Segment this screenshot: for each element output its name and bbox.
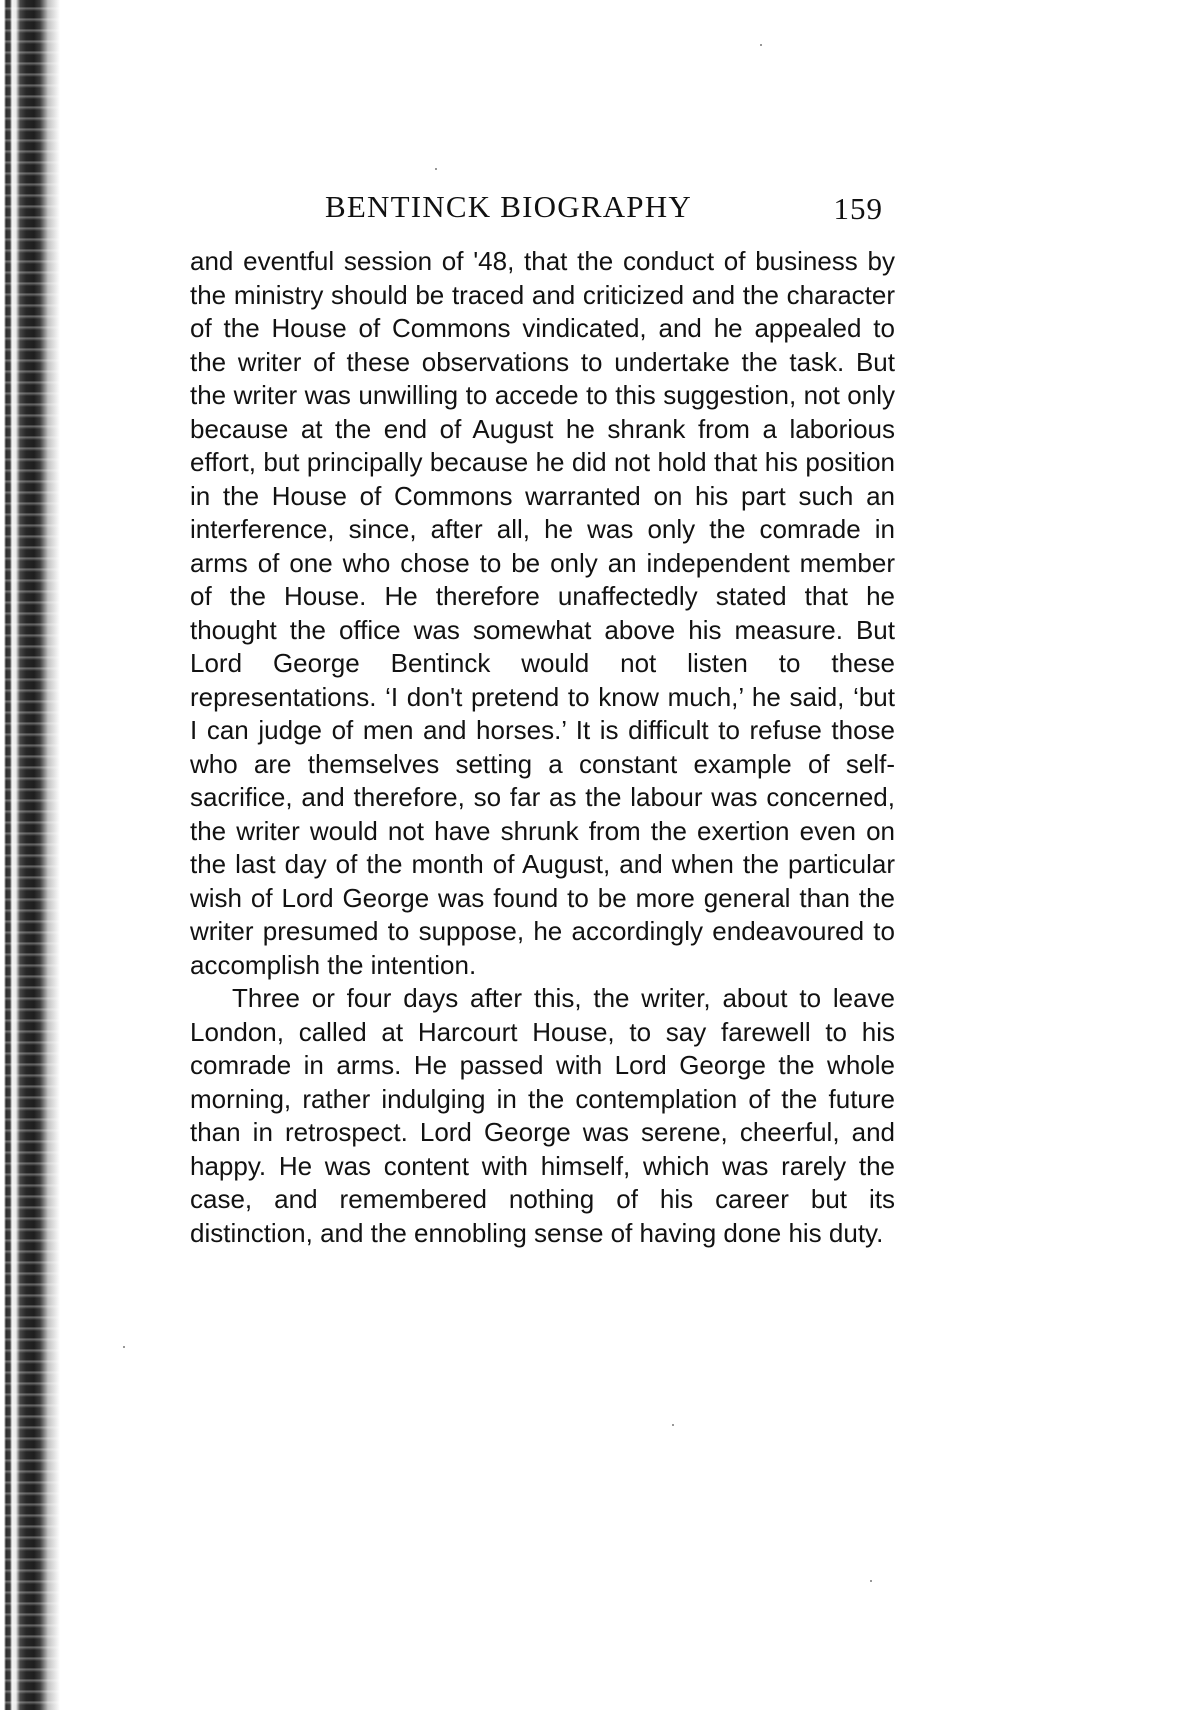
book-page: [190, 175, 895, 1250]
running-title: BENTINCK BIOGRAPHY: [325, 189, 692, 224]
scan-speck: [672, 1424, 674, 1426]
book-binding-edge: [0, 0, 70, 1710]
paragraph: Three or four days after this, the writer, about to leave London, called at Harcourt House, to say farewell to his comrade in arms. He passed with Lord George the whole morning, rather indulging in the contemplation of the future than in retrospect. Lord George was serene, cheerful, and happy. He was content with himself, which was rarely the case, and remembered nothing of his career but its distinction, and the ennobling sense of having done his duty.: [190, 983, 895, 1248]
page-number: 159: [833, 191, 883, 226]
body-text: [190, 245, 895, 1250]
scan-speck: [760, 44, 762, 46]
scan-speck: [870, 1580, 872, 1582]
running-head: [190, 175, 895, 245]
scan-speck: [123, 1346, 125, 1348]
paragraph: and eventful session of '48, that the conduct of business by the ministry should be traced and criticized and the character of the House of Commons vindicated, and he appealed to the writer of these observations to undertake the task. But the writer was unwilling to accede to this suggestion, not only because at the end of August he shrank from a laborious effort, but principally because he did not hold that his position in the House of Commons warranted on his part such an interference, since, after all, he was only the comrade in arms of one who chose to be only an independent member of the House. He therefore unaffectedly stated that he thought the office was somewhat above his measure. But Lord George Bentinck would not listen to these representations. ‘I don't pretend to know much,’ he said, ‘but I can judge of men and horses.’ It is difficult to refuse those who are themselves setting a constant example of self-sacrifice, and therefore, so far as the labour was concerned, the writer would not have shrunk from the exertion even on the last day of the month of August, and when the particular wish of Lord George was found to be more general than the writer presumed to suppose, he accordingly endeavoured to accomplish the intention.: [190, 246, 895, 980]
scan-speck: [435, 168, 437, 170]
